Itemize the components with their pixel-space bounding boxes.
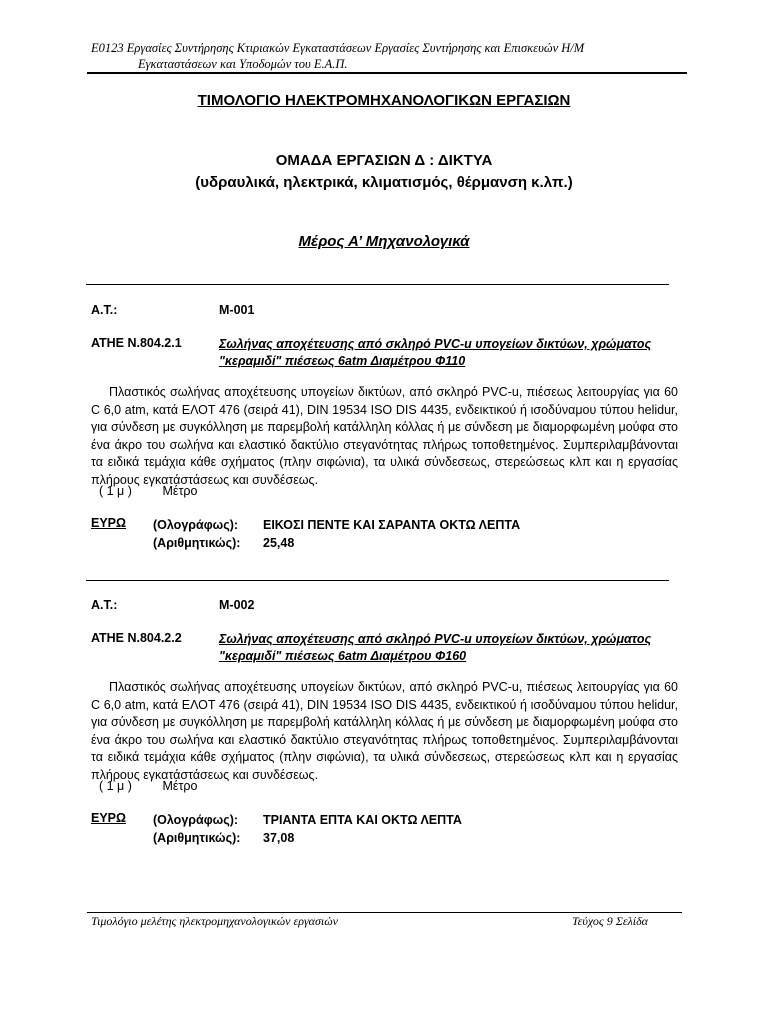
unit-name: Μέτρο bbox=[162, 779, 198, 793]
at-label: Α.Τ.: bbox=[91, 598, 118, 612]
work-group-line-1: ΟΜΑΔΑ ΕΡΓΑΣΙΩΝ Δ : ΔΙΚΤΥΑ bbox=[275, 152, 493, 169]
header-line-1: Ε0123 Εργασίες Συντήρησης Κτιριακών Εγκαταστάσεων Εργασίες Συντήρησης και Επισκευών Η/Μ bbox=[91, 41, 585, 55]
price-words: ΕΙΚΟΣΙ ΠΕΝΤΕ ΚΑΙ ΣΑΡΑΝΤΑ ΟΚΤΩ ΛΕΠΤΑ bbox=[263, 518, 521, 532]
unit-quantity: ( 1 μ ) bbox=[99, 484, 132, 498]
words-label: (Ολογράφως): bbox=[153, 518, 239, 532]
footer-page-info: Τεύχος 9 Σελίδα bbox=[572, 914, 648, 928]
item-description: Πλαστικός σωλήνας αποχέτευσης υπογείων δικτύων, από σκληρό PVC-u, πιέσεως λειτουργίας για 60 C 6,0 atm, κατά ΕΛΟΤ 476 (σειρά 41), DIN 19534 ISO DIS 4435, ενδεικτικού ή ισοδύναμου τύπου helidur, για σύνδεση με συγκόλληση με παρεμβολή κατάλληλη κόλλας ή με σύνδεση με διαμορφωμένη μούφα στο ένα άκρο του σωλήνα και ελαστικό δακτύλιο στεγανότητας πλήρως τοποθετημένος. Συμπεριλαμβάνονται τα ειδικά τεμάχια κάθε σχήματος (πλην σιφώνια), τα υλικά σύνδεσεως, στερεώσεως κλπ και η εργασίας πλήρους εγκατάστάσεως και συνδέσεως. bbox=[91, 680, 678, 782]
at-value: Μ-001 bbox=[219, 303, 255, 317]
code-label: ΑΤΗΕ Ν.804.2.2 bbox=[91, 631, 182, 645]
item-title: Σωλήνας αποχέτευσης από σκληρό PVC-u υπογείων δικτύων, χρώματος "κεραμιδί" πιέσεως 6atm Διαμέτρου Φ160 bbox=[219, 632, 652, 663]
price-labels bbox=[153, 516, 240, 552]
page-header bbox=[91, 40, 686, 72]
header-line-2: Εγκαταστάσεων και Υποδομών του Ε.Α.Π. bbox=[138, 57, 348, 71]
item-title: Σωλήνας αποχέτευσης από σκληρό PVC-u υπογείων δικτύων, χρώματος "κεραμιδί" πιέσεως 6atm Διαμέτρου Φ110 bbox=[219, 337, 652, 368]
numbers-label: (Αριθμητικώς): bbox=[153, 831, 241, 845]
price-number: 37,08 bbox=[263, 831, 295, 845]
document-title: ΤΙΜΟΛΟΓΙΟ ΗΛΕΚΤΡΟΜΗΧΑΝΟΛΟΓΙΚΩΝ ΕΡΓΑΣΙΩΝ bbox=[197, 92, 571, 109]
part-title: Μέρος Α’ Μηχανολογικά bbox=[298, 233, 470, 250]
unit-line bbox=[99, 484, 197, 498]
work-group-title bbox=[0, 150, 768, 194]
euro-label: ΕΥΡΩ bbox=[91, 811, 127, 825]
words-label: (Ολογράφως): bbox=[153, 813, 239, 827]
header-divider bbox=[87, 72, 687, 74]
footer-divider bbox=[87, 912, 682, 913]
at-label: Α.Τ.: bbox=[91, 303, 118, 317]
price-words: ΤΡΙΑΝΤΑ ΕΠΤΑ ΚΑΙ ΟΚΤΩ ΛΕΠΤΑ bbox=[263, 813, 462, 827]
price-values bbox=[263, 811, 462, 847]
unit-name: Μέτρο bbox=[162, 484, 198, 498]
euro-label: ΕΥΡΩ bbox=[91, 516, 127, 530]
code-label: ΑΤΗΕ Ν.804.2.1 bbox=[91, 336, 182, 350]
price-labels bbox=[153, 811, 240, 847]
numbers-label: (Αριθμητικώς): bbox=[153, 536, 241, 550]
item-divider bbox=[86, 284, 669, 285]
unit-line bbox=[99, 779, 197, 793]
unit-quantity: ( 1 μ ) bbox=[99, 779, 132, 793]
price-values bbox=[263, 516, 520, 552]
footer-title: Τιμολόγιο μελέτης ηλεκτρομηχανολογικών εργασιών bbox=[91, 914, 338, 928]
price-number: 25,48 bbox=[263, 536, 295, 550]
work-group-line-2: (υδραυλικά, ηλεκτρικά, κλιματισμός, θέρμανση κ.λπ.) bbox=[195, 174, 573, 191]
item-divider bbox=[86, 580, 669, 581]
item-description: Πλαστικός σωλήνας αποχέτευσης υπογείων δικτύων, από σκληρό PVC-u, πιέσεως λειτουργίας για 60 C 6,0 atm, κατά ΕΛΟΤ 476 (σειρά 41), DIN 19534 ISO DIS 4435, ενδεικτικού ή ισοδύναμου τύπου helidur, για σύνδεση με συγκόλληση με παρεμβολή κατάλληλη κόλλας ή με σύνδεση με διαμορφωμένη μούφα στο ένα άκρο του σωλήνα και ελαστικό δακτύλιο στεγανότητας πλήρως τοποθετημένος. Συμπεριλαμβάνονται τα ειδικά τεμάχια κάθε σχήματος (πλην σιφώνια), τα υλικά σύνδεσεως, στερεώσεως κλπ και η εργασίας πλήρους εγκατάστάσεως και συνδέσεως. bbox=[91, 385, 678, 487]
at-value: Μ-002 bbox=[219, 598, 255, 612]
